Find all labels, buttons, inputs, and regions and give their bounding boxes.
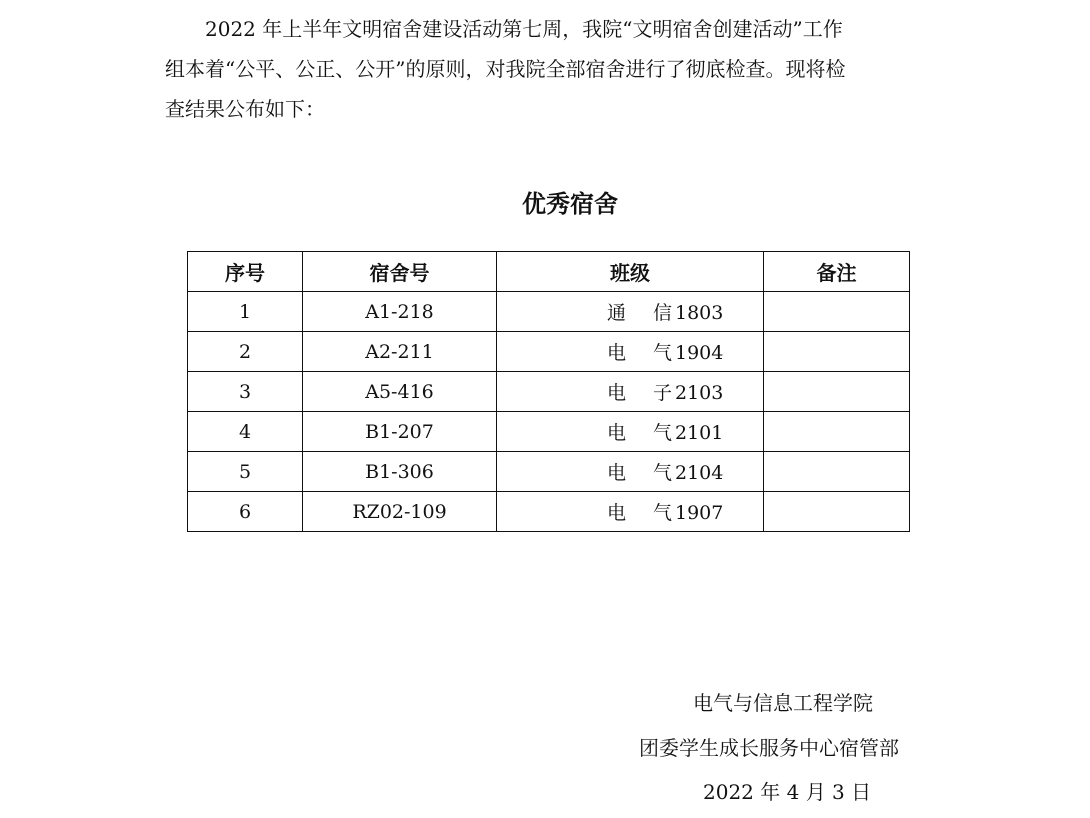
cell-no: 3 (188, 372, 303, 412)
signature-date: 2022 年 4 月 3 日 (703, 780, 872, 804)
cell-dorm: B1-306 (303, 452, 497, 492)
excellent-dorm-table (187, 251, 910, 532)
header-note: 备注 (764, 252, 910, 292)
class-char-1: 电 (607, 462, 627, 484)
cell-no: 6 (188, 492, 303, 532)
header-no: 序号 (188, 252, 303, 292)
class-char-2: 信 (653, 302, 673, 324)
intro-line-3: 查结果公布如下： (165, 97, 325, 121)
table-row (188, 372, 910, 412)
cell-class (497, 452, 764, 492)
cell-no: 4 (188, 412, 303, 452)
cell-class (497, 332, 764, 372)
intro-paragraph (165, 9, 925, 129)
class-char-1: 电 (607, 422, 627, 444)
class-char-2: 气 (653, 342, 673, 364)
class-number: 1803 (675, 302, 724, 324)
cell-no: 2 (188, 332, 303, 372)
class-char-1: 通 (607, 302, 627, 324)
class-number: 2104 (675, 462, 724, 484)
header-class: 班级 (497, 252, 764, 292)
table-header-row (188, 252, 910, 292)
table-row (188, 452, 910, 492)
class-char-1: 电 (607, 342, 627, 364)
table-row (188, 332, 910, 372)
intro-line-1: 2022 年上半年文明宿舍建设活动第七周，我院“文明宿舍创建活动”工作 (205, 17, 843, 41)
signature-department: 团委学生成长服务中心宿管部 (639, 736, 899, 760)
cell-note (764, 332, 910, 372)
cell-dorm: A5-416 (303, 372, 497, 412)
table-row (188, 412, 910, 452)
cell-note (764, 412, 910, 452)
class-char-1: 电 (607, 382, 627, 404)
class-char-2: 子 (653, 382, 673, 404)
class-char-2: 气 (653, 422, 673, 444)
cell-class (497, 412, 764, 452)
cell-note (764, 292, 910, 332)
cell-class (497, 292, 764, 332)
table-row (188, 292, 910, 332)
table-row (188, 492, 910, 532)
header-dorm: 宿舍号 (303, 252, 497, 292)
cell-note (764, 452, 910, 492)
section-title: 优秀宿舍 (522, 189, 618, 218)
cell-no: 5 (188, 452, 303, 492)
cell-dorm: A1-218 (303, 292, 497, 332)
class-number: 1907 (675, 502, 724, 524)
cell-class (497, 492, 764, 532)
class-number: 2101 (675, 422, 724, 444)
class-char-1: 电 (607, 502, 627, 524)
cell-dorm: RZ02-109 (303, 492, 497, 532)
signature-college: 电气与信息工程学院 (693, 691, 873, 715)
cell-note (764, 492, 910, 532)
intro-line-2: 组本着“公平、公正、公开”的原则，对我院全部宿舍进行了彻底检查。现将检 (165, 57, 846, 81)
cell-dorm: A2-211 (303, 332, 497, 372)
class-number: 2103 (675, 382, 724, 404)
class-char-2: 气 (653, 502, 673, 524)
cell-class (497, 372, 764, 412)
class-number: 1904 (675, 342, 724, 364)
class-char-2: 气 (653, 462, 673, 484)
cell-no: 1 (188, 292, 303, 332)
cell-note (764, 372, 910, 412)
cell-dorm: B1-207 (303, 412, 497, 452)
